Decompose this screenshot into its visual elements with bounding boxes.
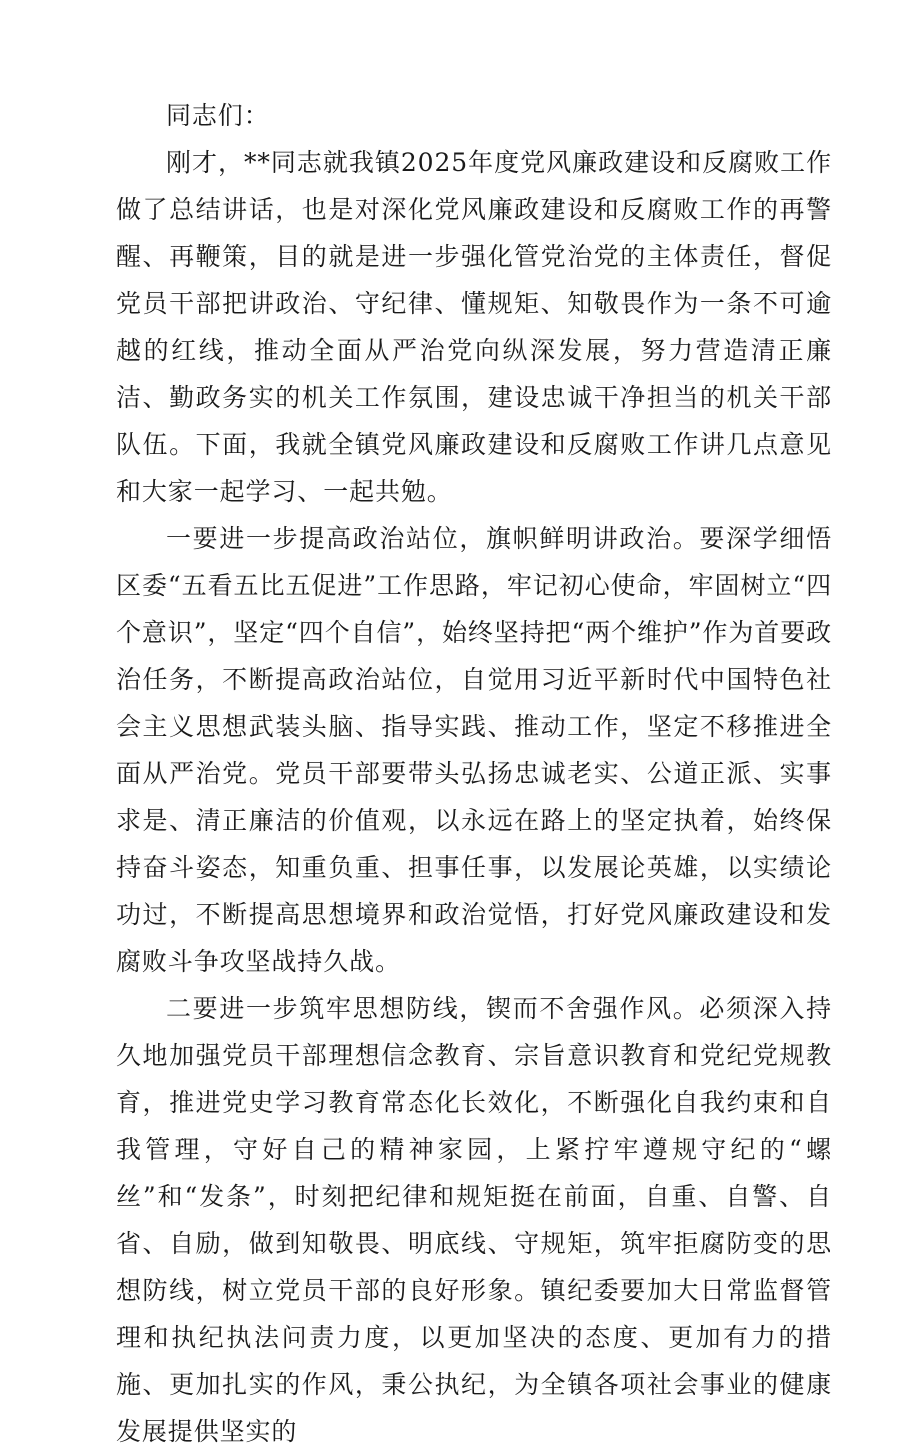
document-body (116, 92, 832, 1455)
paragraph-opening: 刚才，**同志就我镇2025年度党风廉政建设和反腐败工作做了总结讲话，也是对深化党风廉政建设和反腐败工作的再警醒、再鞭策，目的就是进一步强化管党治党的主体责任，督促党员干部把讲政治、守纪律、懂规矩、知敬畏作为一条不可逾越的红线，推动全面从严治党向纵深发展，努力营造清正廉洁、勤政务实的机关工作氛围，建设忠诚干净担当的机关干部队伍。下面，我就全镇党风廉政建设和反腐败工作讲几点意见和大家一起学习、一起共勉。 (116, 148, 832, 506)
salutation: 同志们： (166, 101, 270, 130)
paragraph-point-one: 一要进一步提高政治站位，旗帜鲜明讲政治。要深学细悟区委“五看五比五促进”工作思路，牢记初心使命，牢固树立“四个意识”，坚定“四个自信”，始终坚持把“两个维护”作为首要政治任务，不断提高政治站位，自觉用习近平新时代中国特色社会主义思想武装头脑、指导实践、推动工作，坚定不移推进全面从严治党。党员干部要带头弘扬忠诚老实、公道正派、实事求是、清正廉洁的价值观，以永远在路上的坚定执着，始终保持奋斗姿态，知重负重、担事任事，以发展论英雄，以实绩论功过，不断提高思想境界和政治觉悟，打好党风廉政建设和发腐败斗争攻坚战持久战。 (116, 524, 832, 976)
paragraph-point-two: 二要进一步筑牢思想防线，锲而不舍强作风。必须深入持久地加强党员干部理想信念教育、宗旨意识教育和党纪党规教育，推进党史学习教育常态化长效化，不断强化自我约束和自我管理，守好自己的精神家园，上紧拧牢遵规守纪的“螺丝”和“发条”，时刻把纪律和规矩挺在前面，自重、自警、自省、自励，做到知敬畏、明底线、守规矩，筑牢拒腐防变的思想防线，树立党员干部的良好形象。镇纪委要加大日常监督管理和执纪执法问责力度，以更加坚决的态度、更加有力的措施、更加扎实的作风，秉公执纪，为全镇各项社会事业的健康发展提供坚实的 (116, 994, 832, 1446)
